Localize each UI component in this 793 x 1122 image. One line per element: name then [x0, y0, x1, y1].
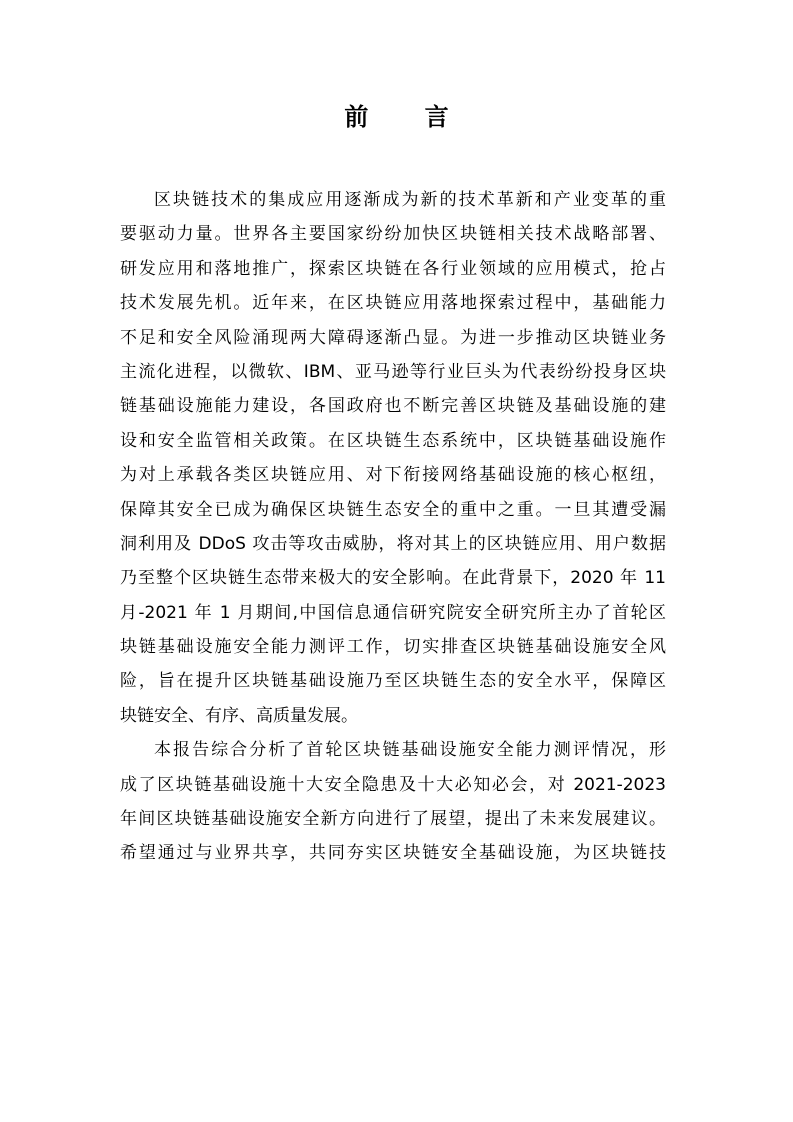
paragraph-1 — [120, 183, 666, 733]
text-line: 乃至整个区块链生态带来极大的安全影响。在此背景下，2020 年 11 — [120, 568, 666, 589]
text-line: 块链安全、有序、高质量发展。 — [120, 705, 358, 726]
text-line: 保障其安全已成为确保区块链生态安全的重中之重。一旦其遭受漏 — [120, 499, 666, 520]
text-line: 希望通过与业界共享，共同夯实区块链安全基础设施，为区块链技 — [120, 843, 666, 864]
text-line: 成了区块链基础设施十大安全隐患及十大必知必会，对 2021-2023 — [120, 774, 666, 795]
page-title: 前 言 — [344, 103, 473, 131]
text-line: 链基础设施能力建设，各国政府也不断完善区块链及基础设施的建 — [120, 396, 666, 417]
text-line: 块链基础设施安全能力测评工作，切实排查区块链基础设施安全风 — [120, 637, 666, 658]
text-line: 险，旨在提升区块链基础设施乃至区块链生态的安全水平，保障区 — [120, 671, 666, 692]
text-line: 研发应用和落地推广，探索区块链在各行业领域的应用模式，抢占 — [120, 258, 666, 279]
text-line: 技术发展先机。近年来，在区块链应用落地探索过程中，基础能力 — [120, 293, 666, 314]
text-line: 要驱动力量。世界各主要国家纷纷加快区块链相关技术战略部署、 — [120, 224, 666, 245]
text-line: 不足和安全风险涌现两大障碍逐渐凸显。为进一步推动区块链业务 — [120, 327, 666, 348]
paragraph-2 — [120, 733, 666, 871]
text-line: 年间区块链基础设施安全新方向进行了展望，提出了未来发展建议。 — [120, 809, 666, 830]
text-line: 月-2021 年 1 月期间,中国信息通信研究院安全研究所主办了首轮区 — [120, 602, 666, 623]
text-line: 本报告综合分析了首轮区块链基础设施安全能力测评情况，形 — [154, 740, 666, 761]
text-line: 设和安全监管相关政策。在区块链生态系统中，区块链基础设施作 — [120, 430, 666, 451]
text-line: 为对上承载各类区块链应用、对下衔接网络基础设施的核心枢纽， — [120, 465, 666, 486]
text-line: 主流化进程，以微软、IBM、亚马逊等行业巨头为代表纷纷投身区块 — [120, 361, 666, 382]
text-line: 洞利用及 DDoS 攻击等攻击威胁，将对其上的区块链应用、用户数据 — [120, 533, 666, 554]
text-line: 区块链技术的集成应用逐渐成为新的技术革新和产业变革的重 — [154, 190, 666, 210]
body-text — [120, 183, 666, 871]
